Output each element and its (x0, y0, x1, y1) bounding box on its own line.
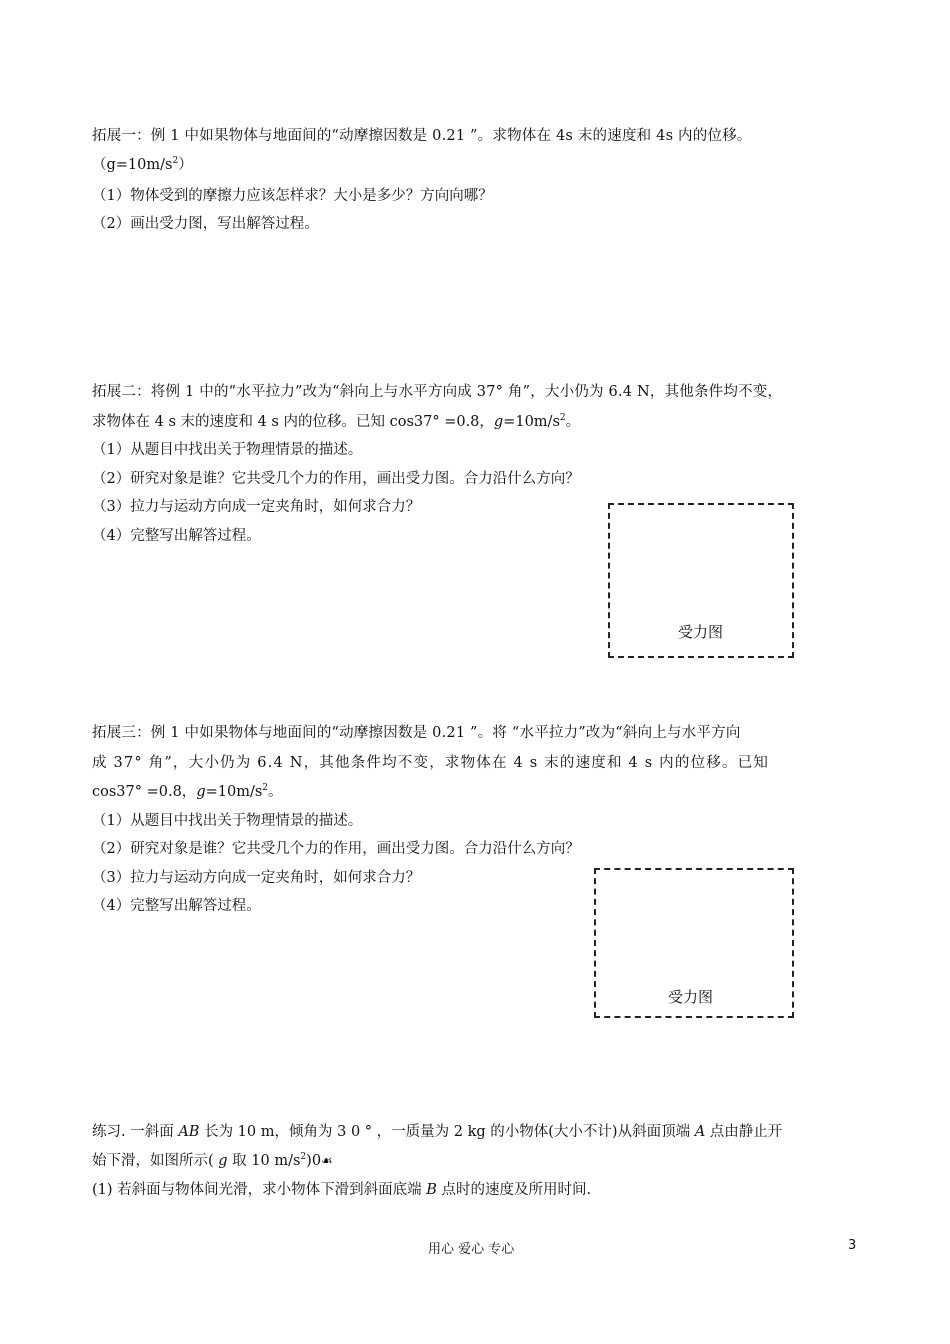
ext2-line2-post: 。 (565, 414, 581, 430)
ext2-line2-pre: 求物体在 4 s 末的速度和 4 s 内的位移。已知 cos37° =0.8， (92, 414, 494, 430)
ext3-line1: 拓展三：例 1 中如果物体与地面间的“动摩擦因数是 0.21 ”。将 “水平拉力”改为“斜向上与水平方向 (92, 725, 741, 741)
ext2-question-1: （1）从题目中找出关于物理情景的描述。 (92, 442, 363, 458)
ext2-line2-g: g (493, 414, 504, 430)
ext3-line3-mid: =10m/s (205, 784, 263, 800)
ext2-question-3: （3）拉力与运动方向成一定夹角时，如何求合力？ (92, 499, 421, 515)
ext3-question-1: （1）从题目中找出关于物理情景的描述。 (92, 813, 363, 829)
practice-q1-b: 点时的速度及所用时间. (436, 1182, 592, 1198)
ext3-question-2: （2）研究对象是谁？它共受几个力的作用，画出受力图。合力沿什么方向？ (92, 841, 580, 857)
ext3-line3-pre: cos37° =0.8， (92, 784, 197, 800)
ornament-icon: ☙ (321, 1154, 333, 1169)
ext1-line1: 拓展一：例 1 中如果物体与地面间的“动摩擦因数是 0.21 ”。求物体在 4s 末的速度和 4s 内的位移。 (92, 128, 752, 144)
practice-line1-A: A (694, 1124, 706, 1140)
practice-question-1 (92, 1180, 591, 1200)
ext3-line3 (92, 782, 283, 802)
ext2-force-diagram-box (608, 503, 794, 658)
practice-line1-ab: AB (178, 1124, 200, 1140)
page-number: 3 (848, 1238, 857, 1253)
practice-line2-c: )0 (306, 1153, 322, 1169)
ext1-line2-sup: 2 (172, 156, 179, 167)
practice-q1-B: B (426, 1182, 437, 1198)
practice-line1-c: 点由静止开 (705, 1124, 783, 1140)
practice-line2-sup: 2 (300, 1152, 307, 1163)
ext3-question-4: （4）完整写出解答过程。 (92, 898, 261, 914)
practice-line1 (92, 1122, 782, 1142)
ext3-line3-post: 。 (268, 784, 283, 800)
practice-line2 (92, 1151, 333, 1172)
ext3-line2: 成 37° 角”，大小仍为 6.4 N，其他条件均不变，求物体在 4 s 末的速度和 4 s 内的位移。已知 (92, 755, 770, 771)
ext2-question-2: （2）研究对象是谁？它共受几个力的作用，画出受力图。合力沿什么方向？ (92, 471, 580, 487)
ext1-line2 (92, 155, 193, 175)
practice-line2-a: 始下滑，如图所示( (92, 1153, 219, 1169)
ext2-force-diagram-label: 受力图 (678, 623, 724, 641)
ext1-question-2: （2）画出受力图，写出解答过程。 (92, 216, 319, 232)
ext3-force-diagram-label: 受力图 (668, 988, 714, 1006)
practice-line2-b: 取 10 m/s (227, 1153, 301, 1169)
ext3-line3-g: g (196, 784, 206, 800)
practice-line2-g: g (218, 1153, 228, 1169)
ext2-line2 (92, 412, 580, 432)
practice-q1-a: (1) 若斜面与物体间光滑，求小物体下滑到斜面底端 (92, 1182, 427, 1198)
ext3-line3-sup: 2 (262, 783, 269, 794)
ext1-line2-post: ） (178, 157, 193, 173)
page-footer-text: 用心 爱心 专心 (428, 1242, 515, 1257)
ext3-question-3: （3）拉力与运动方向成一定夹角时，如何求合力？ (92, 870, 421, 886)
ext1-line2-pre: （g=10m/s (92, 157, 173, 173)
ext3-force-diagram-box (594, 868, 794, 1018)
ext2-line2-mid: =10m/s (503, 414, 560, 430)
ext1-question-1: （1）物体受到的摩擦力应该怎样求？大小是多少？方向向哪？ (92, 188, 493, 204)
ext2-question-4: （4）完整写出解答过程。 (92, 528, 261, 544)
practice-line1-a: 练习. 一斜面 (92, 1124, 179, 1140)
ext2-line1: 拓展二：将例 1 中的“水平拉力”改为“斜向上与水平方向成 37° 角”，大小仍为 6.4 N，其他条件均不变， (92, 384, 783, 400)
practice-line1-b: 长为 10 m，倾角为 3 0 ° ，一质量为 2 kg 的小物体(大小不计)从斜面顶端 (199, 1124, 695, 1140)
ext2-line2-sup: 2 (559, 413, 566, 424)
